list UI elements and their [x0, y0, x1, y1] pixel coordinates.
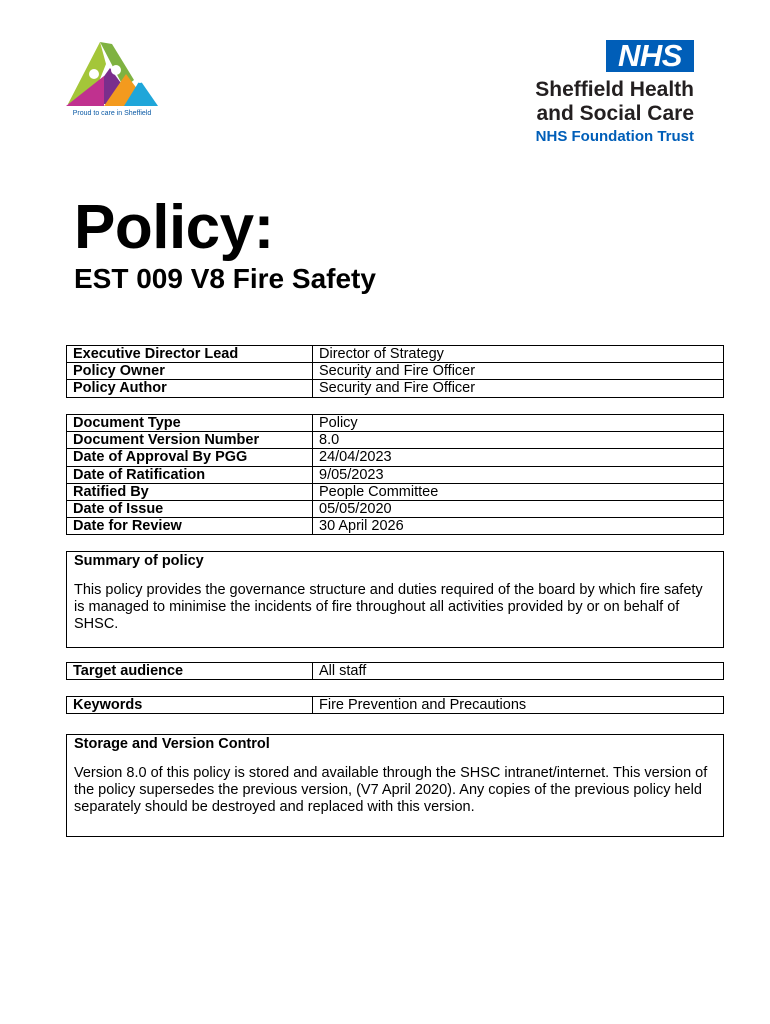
table-label: Document Type	[67, 415, 313, 432]
table-row	[67, 449, 724, 466]
document-title: Policy:	[74, 193, 274, 262]
table-row	[67, 363, 724, 380]
table-label: Date for Review	[67, 518, 313, 535]
summary-body: This policy provides the governance structure and duties required of the board by which fire safety is managed to minimise the incidents of fire throughout all activities provided by or on behalf of SHSC.	[74, 582, 703, 632]
table-row	[67, 415, 724, 432]
table-row	[67, 518, 724, 535]
table-label: Executive Director Lead	[67, 346, 313, 363]
table-label: Date of Issue	[67, 500, 313, 517]
table-value: People Committee	[313, 483, 724, 500]
keywords-table	[66, 696, 724, 714]
table-value: Policy	[313, 415, 724, 432]
table-value: Security and Fire Officer	[313, 363, 724, 380]
table-row	[67, 466, 724, 483]
table-row	[67, 432, 724, 449]
trust-name-line2: and Social Care	[536, 102, 694, 125]
table-label: Ratified By	[67, 483, 313, 500]
table-value: 9/05/2023	[313, 466, 724, 483]
table-value: Security and Fire Officer	[313, 380, 724, 397]
document-details-table	[66, 414, 724, 535]
table-row	[67, 483, 724, 500]
table-row	[67, 697, 724, 714]
table-label: Target audience	[67, 663, 313, 680]
table-value: Director of Strategy	[313, 346, 724, 363]
trust-name-line3: NHS Foundation Trust	[535, 128, 694, 145]
table-label: Policy Author	[67, 380, 313, 397]
logo-tagline: Proud to care in Sheffield	[72, 110, 152, 117]
table-label: Date of Ratification	[67, 466, 313, 483]
table-row	[67, 346, 724, 363]
table-value: Fire Prevention and Precautions	[313, 697, 724, 714]
summary-heading: Summary of policy	[74, 553, 204, 569]
ownership-table	[66, 345, 724, 398]
table-value: 24/04/2023	[313, 449, 724, 466]
summary-box	[66, 551, 724, 648]
table-value: 05/05/2020	[313, 500, 724, 517]
table-row	[67, 663, 724, 680]
nhs-badge: NHS	[606, 40, 694, 72]
table-label: Date of Approval By PGG	[67, 449, 313, 466]
table-value: All staff	[313, 663, 724, 680]
audience-table	[66, 662, 724, 680]
table-value: 30 April 2026	[313, 518, 724, 535]
storage-body: Version 8.0 of this policy is stored and available through the SHSC intranet/internet. This version of the policy supersedes the previous version, (V7 April 2020). Any copies of the previous policy held separately should be destroyed and replaced with this version.	[74, 765, 708, 815]
table-label: Policy Owner	[67, 363, 313, 380]
table-row	[67, 380, 724, 397]
table-label: Document Version Number	[67, 432, 313, 449]
table-value: 8.0	[313, 432, 724, 449]
triangle-people-logo-icon	[64, 40, 160, 110]
proud-to-care-logo	[64, 40, 160, 122]
trust-name-line1: Sheffield Health	[535, 78, 694, 101]
table-row	[67, 500, 724, 517]
storage-box	[66, 734, 724, 837]
document-subtitle: EST 009 V8 Fire Safety	[74, 263, 376, 294]
table-label: Keywords	[67, 697, 313, 714]
storage-heading: Storage and Version Control	[74, 736, 270, 752]
